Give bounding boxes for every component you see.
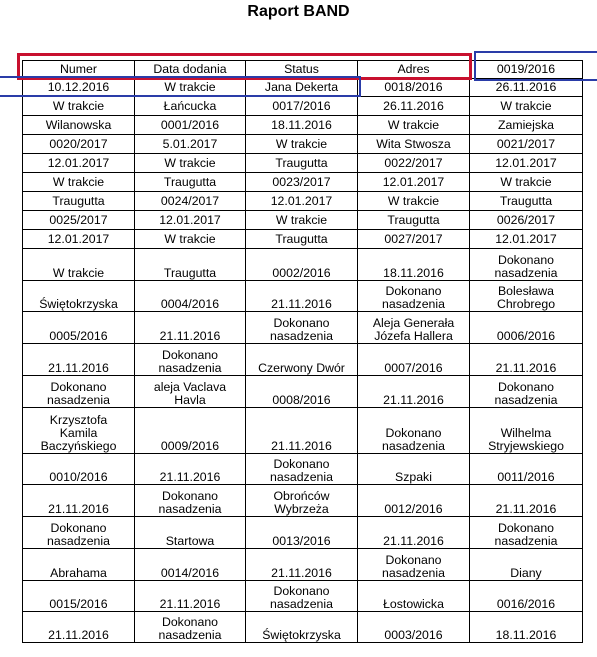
table-cell xyxy=(470,97,583,116)
table-cell xyxy=(135,344,246,376)
table-cell xyxy=(246,517,358,549)
table-cell xyxy=(135,192,246,211)
table-cell-text: 21.11.2016 xyxy=(271,297,332,311)
table-cell xyxy=(135,581,246,612)
table-cell xyxy=(246,116,358,135)
table-cell xyxy=(246,344,358,376)
table-cell-text: Aleja Generała Józefa Hallera xyxy=(372,316,455,343)
table-row xyxy=(23,135,583,154)
table-cell xyxy=(358,549,470,581)
table-cell-text: Dokonano nasadzenia xyxy=(494,253,558,280)
table-cell xyxy=(135,376,246,408)
table-cell-text: Dokonano nasadzenia xyxy=(382,426,445,453)
table-cell-text: 12.01.2017 xyxy=(495,155,557,170)
table-cell-text: Bolesława Chrobrego xyxy=(496,284,556,311)
table-cell xyxy=(470,116,583,135)
table-cell-text: W trakcie xyxy=(387,117,440,132)
table-cell xyxy=(470,454,583,485)
table-row xyxy=(23,281,583,312)
table-cell xyxy=(23,154,135,173)
table-cell-text: 18.11.2016 xyxy=(383,266,444,280)
table-cell-text: 0004/2016 xyxy=(160,297,220,311)
table-cell xyxy=(135,79,246,97)
table-cell-text: Dokonano nasadzenia xyxy=(494,380,558,407)
table-cell-text: Wita Stwosza xyxy=(376,136,451,151)
table-row xyxy=(23,581,583,612)
table-cell xyxy=(246,97,358,116)
table-cell-text: 21.11.2016 xyxy=(495,361,557,375)
table-cell-text: Diany xyxy=(510,566,542,580)
table-cell xyxy=(246,135,358,154)
table-cell xyxy=(470,408,583,454)
table-cell-text: Dokonano nasadzenia xyxy=(270,457,333,484)
table-cell-text: 21.11.2016 xyxy=(495,502,557,516)
report-table xyxy=(22,60,583,643)
table-cell-text: 12.01.2017 xyxy=(382,174,445,189)
table-cell xyxy=(23,211,135,230)
table-cell xyxy=(358,116,470,135)
table-cell-text: 0003/2016 xyxy=(384,628,443,642)
table-cell-text: W trakcie xyxy=(164,231,216,246)
report-table-body xyxy=(23,61,583,643)
table-cell xyxy=(246,154,358,173)
table-cell-text: 12.01.2017 xyxy=(495,231,557,246)
header-cell-data-dodania: Data dodania xyxy=(135,61,246,79)
table-cell xyxy=(358,211,470,230)
table-cell-text: Dokonano nasadzenia xyxy=(158,615,222,642)
table-cell-text: 0007/2016 xyxy=(384,361,443,375)
table-cell-text: W trakcie xyxy=(275,136,328,151)
header-cell-adres: Adres xyxy=(358,61,470,79)
table-cell-text: 10.12.2016 xyxy=(47,80,110,94)
table-cell-text: Wilanowska xyxy=(45,117,112,132)
table-cell xyxy=(23,376,135,408)
table-cell-text: 12.01.2017 xyxy=(159,212,221,227)
report-title: Raport BAND xyxy=(247,3,350,20)
table-cell xyxy=(358,517,470,549)
table-cell xyxy=(135,135,246,154)
table-cell xyxy=(470,612,583,643)
table-cell xyxy=(23,485,135,517)
table-cell-text: W trakcie xyxy=(164,80,216,94)
table-cell-text: Świętokrzyska xyxy=(262,628,341,642)
table-cell-text: Świętokrzyska xyxy=(39,297,118,311)
table-cell xyxy=(470,517,583,549)
header-cell-status: Status xyxy=(246,61,358,79)
table-cell xyxy=(23,312,135,344)
table-cell xyxy=(135,454,246,485)
table-cell-text: Jana Dekerta xyxy=(264,80,339,94)
table-cell xyxy=(358,454,470,485)
table-cell-text: Dokonano nasadzenia xyxy=(382,553,445,580)
table-cell xyxy=(470,192,583,211)
table-cell-text: Dokonano nasadzenia xyxy=(270,584,333,611)
table-cell xyxy=(358,612,470,643)
table-cell-text: Traugutta xyxy=(387,212,440,227)
table-cell-text: Traugutta xyxy=(275,155,328,170)
table-cell-text: 0022/2017 xyxy=(384,155,443,170)
table-cell-text: Dokonano nasadzenia xyxy=(382,284,445,311)
table-cell-text: 0025/2017 xyxy=(49,212,108,227)
table-cell xyxy=(135,312,246,344)
table-cell-text: 0001/2016 xyxy=(160,117,220,132)
table-row xyxy=(23,97,583,116)
table-cell xyxy=(246,485,358,517)
table-cell-text: 0009/2016 xyxy=(160,439,220,453)
table-cell-text: 12.01.2017 xyxy=(47,155,110,170)
table-cell-text: 0012/2016 xyxy=(384,502,443,516)
table-cell-text: Dokonano nasadzenia xyxy=(47,380,110,407)
table-cell-text: W trakcie xyxy=(275,212,328,227)
table-cell xyxy=(135,549,246,581)
table-cell xyxy=(135,249,246,281)
table-cell-text: Dokonano nasadzenia xyxy=(158,348,222,375)
table-cell xyxy=(358,173,470,192)
table-cell xyxy=(23,230,135,249)
table-cell xyxy=(358,408,470,454)
table-cell-text: 0016/2016 xyxy=(496,597,556,611)
header-cell-numer: Numer xyxy=(23,61,135,79)
table-cell-text: 0008/2016 xyxy=(272,393,331,407)
table-cell xyxy=(23,344,135,376)
table-row xyxy=(23,454,583,485)
table-cell xyxy=(23,192,135,211)
table-cell-text: 0010/2016 xyxy=(49,470,108,484)
table-row xyxy=(23,230,583,249)
table-cell-text: 21.11.2016 xyxy=(383,534,444,548)
table-cell-text: Krzysztofa Kamila Baczyńskiego xyxy=(40,413,117,453)
table-cell xyxy=(470,230,583,249)
table-cell xyxy=(246,230,358,249)
table-row xyxy=(23,485,583,517)
table-cell-text: 26.11.2016 xyxy=(495,80,557,94)
table-cell xyxy=(246,408,358,454)
table-cell-text: 21.11.2016 xyxy=(159,597,221,611)
table-cell xyxy=(135,612,246,643)
table-cell-text: Traugutta xyxy=(163,174,217,189)
table-cell-text: W trakcie xyxy=(500,98,552,113)
table-cell xyxy=(470,135,583,154)
table-row xyxy=(23,154,583,173)
table-cell-text: 0017/2016 xyxy=(272,98,331,113)
table-cell-text: Abrahama xyxy=(50,566,107,580)
table-cell-text: W trakcie xyxy=(387,193,440,208)
table-cell-text: Szpaki xyxy=(395,470,432,484)
table-cell xyxy=(23,249,135,281)
table-cell-text: 18.11.2016 xyxy=(495,628,557,642)
table-cell xyxy=(470,312,583,344)
table-cell xyxy=(358,135,470,154)
table-cell xyxy=(470,549,583,581)
table-cell xyxy=(470,79,583,97)
table-cell xyxy=(135,485,246,517)
table-cell xyxy=(358,230,470,249)
table-cell xyxy=(23,612,135,643)
table-cell-text: 21.11.2016 xyxy=(271,566,332,580)
table-cell-text: 5.01.2017 xyxy=(162,136,218,151)
table-row xyxy=(23,211,583,230)
table-cell-text: 0014/2016 xyxy=(160,566,220,580)
table-cell-text: Wilhelma Stryjewskiego xyxy=(488,426,564,453)
table-row xyxy=(23,549,583,581)
table-cell-text: W trakcie xyxy=(52,174,105,189)
table-cell-text: 0015/2016 xyxy=(49,597,108,611)
table-row xyxy=(23,376,583,408)
table-cell-text: 21.11.2016 xyxy=(48,361,109,375)
table-cell xyxy=(470,211,583,230)
table-row xyxy=(23,249,583,281)
table-cell xyxy=(135,211,246,230)
table-cell-text: Dokonano nasadzenia xyxy=(158,489,222,516)
table-cell xyxy=(246,581,358,612)
table-cell-text: 0023/2017 xyxy=(272,174,331,189)
table-cell-text: Łostowicka xyxy=(383,597,444,611)
table-cell-text: 12.01.2017 xyxy=(270,193,333,208)
table-cell xyxy=(135,408,246,454)
table-cell xyxy=(23,173,135,192)
table-cell xyxy=(23,135,135,154)
table-cell xyxy=(246,79,358,97)
table-cell-text: 21.11.2016 xyxy=(159,470,221,484)
table-row xyxy=(23,408,583,454)
table-cell-text: 21.11.2016 xyxy=(383,393,444,407)
table-cell-text: Łańcucka xyxy=(163,98,217,113)
table-cell xyxy=(246,211,358,230)
table-cell xyxy=(246,173,358,192)
table-cell xyxy=(135,517,246,549)
table-cell-text: 0021/2017 xyxy=(496,136,556,151)
table-cell xyxy=(135,97,246,116)
table-cell-text: 0002/2016 xyxy=(272,266,331,280)
table-cell-text: Dokonano nasadzenia xyxy=(47,521,110,548)
table-cell xyxy=(135,116,246,135)
table-cell xyxy=(358,485,470,517)
table-cell xyxy=(23,408,135,454)
header-cell-extra: 0019/2016 xyxy=(470,61,583,79)
table-cell-text: 21.11.2016 xyxy=(48,502,109,516)
table-cell-text: Traugutta xyxy=(499,193,553,208)
table-cell-text: Zamiejska xyxy=(497,117,555,132)
table-cell xyxy=(246,192,358,211)
table-cell-text: Traugutta xyxy=(163,266,217,280)
table-row xyxy=(23,344,583,376)
table-cell-text: Dokonano nasadzenia xyxy=(270,316,333,343)
table-row xyxy=(23,116,583,135)
table-cell xyxy=(246,549,358,581)
table-row xyxy=(23,79,583,97)
table-cell xyxy=(23,549,135,581)
table-cell xyxy=(246,312,358,344)
table-cell-text: Traugutta xyxy=(275,231,328,246)
table-cell xyxy=(358,344,470,376)
table-cell xyxy=(135,173,246,192)
table-cell xyxy=(246,249,358,281)
table-cell-text: W trakcie xyxy=(52,266,105,280)
table-cell-text: 0026/2017 xyxy=(496,212,556,227)
table-cell xyxy=(470,344,583,376)
table-cell xyxy=(246,454,358,485)
table-row xyxy=(23,312,583,344)
table-cell xyxy=(470,173,583,192)
table-row xyxy=(23,192,583,211)
table-cell xyxy=(470,249,583,281)
table-cell-text: 0006/2016 xyxy=(496,329,556,343)
table-cell-text: 0018/2016 xyxy=(384,80,443,94)
table-cell-text: 0013/2016 xyxy=(272,534,331,548)
table-cell-text: 0027/2017 xyxy=(384,231,443,246)
table-cell-text: 21.11.2016 xyxy=(159,329,221,343)
table-cell xyxy=(358,581,470,612)
table-row xyxy=(23,173,583,192)
table-cell-text: 0024/2017 xyxy=(160,193,220,208)
table-cell-text: Czerwony Dwór xyxy=(258,361,345,375)
table-cell xyxy=(470,376,583,408)
table-row xyxy=(23,517,583,549)
table-cell-text: 26.11.2016 xyxy=(383,98,444,113)
table-cell xyxy=(23,116,135,135)
table-cell xyxy=(135,154,246,173)
table-cell-text: 0005/2016 xyxy=(49,329,108,343)
table-cell xyxy=(470,485,583,517)
table-cell xyxy=(470,581,583,612)
table-cell xyxy=(358,249,470,281)
table-cell xyxy=(358,79,470,97)
table-cell xyxy=(135,230,246,249)
table-cell xyxy=(470,154,583,173)
table-cell-text: aleja Vaclava Havla xyxy=(153,380,227,407)
table-cell xyxy=(246,281,358,312)
table-cell-text: W trakcie xyxy=(164,155,216,170)
table-cell-text: Traugutta xyxy=(52,193,105,208)
table-cell xyxy=(358,97,470,116)
table-cell xyxy=(358,281,470,312)
table-cell-text: 0020/2017 xyxy=(49,136,108,151)
table-cell-text: Startowa xyxy=(165,534,215,548)
table-cell-text: W trakcie xyxy=(52,98,105,113)
table-cell xyxy=(246,612,358,643)
table-cell-text: 0011/2016 xyxy=(497,470,555,484)
table-cell xyxy=(23,517,135,549)
table-cell-text: 21.11.2016 xyxy=(48,628,109,642)
table-cell xyxy=(23,454,135,485)
table-cell-text: Obrońców Wybrzeża xyxy=(273,489,330,516)
table-cell xyxy=(358,154,470,173)
table-cell-text: 12.01.2017 xyxy=(47,231,110,246)
table-cell xyxy=(358,192,470,211)
table-cell xyxy=(23,97,135,116)
table-cell-text: 18.11.2016 xyxy=(271,117,332,132)
table-cell xyxy=(358,376,470,408)
table-cell-text: W trakcie xyxy=(500,174,552,189)
table-cell xyxy=(358,312,470,344)
table-cell xyxy=(23,79,135,97)
table-cell xyxy=(23,581,135,612)
table-row xyxy=(23,612,583,643)
table-cell-text: 21.11.2016 xyxy=(271,439,332,453)
table-cell xyxy=(23,281,135,312)
table-cell xyxy=(470,281,583,312)
table-cell-text: Dokonano nasadzenia xyxy=(494,521,558,548)
table-cell xyxy=(246,376,358,408)
table-header-row xyxy=(23,61,583,79)
table-cell xyxy=(135,281,246,312)
